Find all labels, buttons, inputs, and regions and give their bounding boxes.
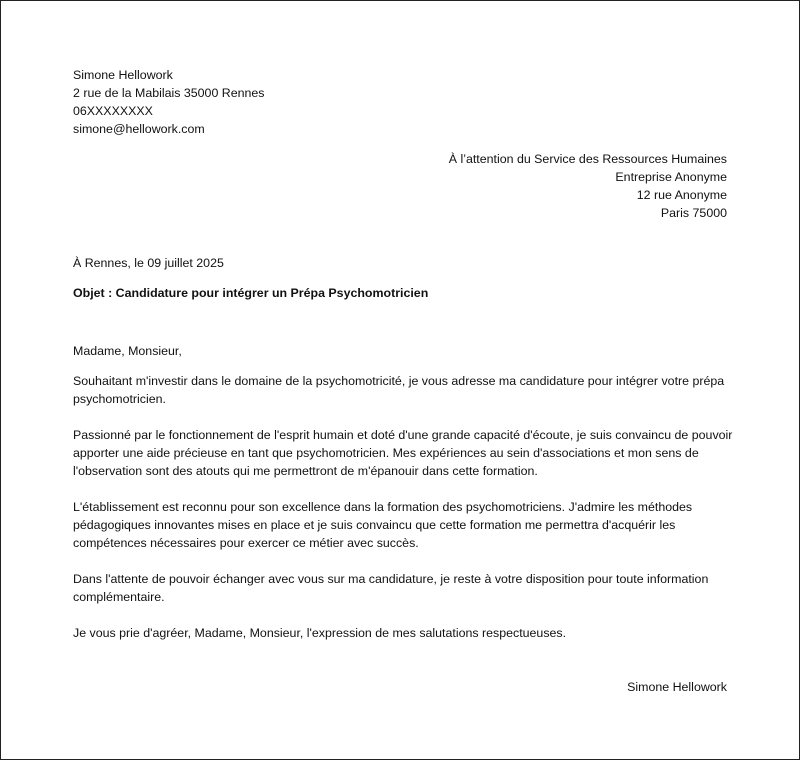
sender-address: 2 rue de la Mabilais 35000 Rennes xyxy=(73,86,265,100)
paragraph-5: Je vous prie d'agréer, Madame, Monsieur, l'expression de mes salutations respectueuses. xyxy=(73,626,567,640)
recipient-street: 12 rue Anonyme xyxy=(636,188,727,202)
paragraph-4: Dans l'attente de pouvoir échanger avec vous sur ma candidature, je reste à votre disposition pour toute information complémentaire. xyxy=(73,572,709,604)
sender-name: Simone Hellowork xyxy=(73,68,173,82)
paragraph-1: Souhaitant m'investir dans le domaine de la psychomotricité, je vous adresse ma candidature pour intégrer votre prépa psychomotricien. xyxy=(73,374,725,406)
paragraph-2: Passionné par le fonctionnement de l'esprit humain et doté d'une grande capacité d'écoute, je suis convaincu de pouvoir apporter une aide précieuse en tant que psychomotricien. Mes expériences au sein d'associations et mon sens de l'observation sont des atouts qui me permettront de m'épanouir dans cette formation. xyxy=(73,428,733,478)
recipient-attention: À l’attention du Service des Ressources Humaines xyxy=(448,152,727,166)
date-line: À Rennes, le 09 juillet 2025 xyxy=(73,256,224,270)
signature: Simone Hellowork xyxy=(627,680,727,694)
sender-phone: 06XXXXXXXX xyxy=(73,104,153,118)
paragraph-3: L'établissement est reconnu pour son excellence dans la formation des psychomotriciens. J'admire les méthodes pédagogiques innovantes mises en place et je suis convaincu que cette formation me permettra d'acquérir les compétences nécessaires pour exercer ce métier avec succès. xyxy=(73,500,693,550)
sender-email: simone@hellowork.com xyxy=(73,122,205,136)
recipient-city: Paris 75000 xyxy=(660,206,727,220)
recipient-company: Entreprise Anonyme xyxy=(615,170,727,184)
salutation: Madame, Monsieur, xyxy=(73,344,182,358)
subject-line: Objet : Candidature pour intégrer un Prépa Psychomotricien xyxy=(73,286,429,300)
